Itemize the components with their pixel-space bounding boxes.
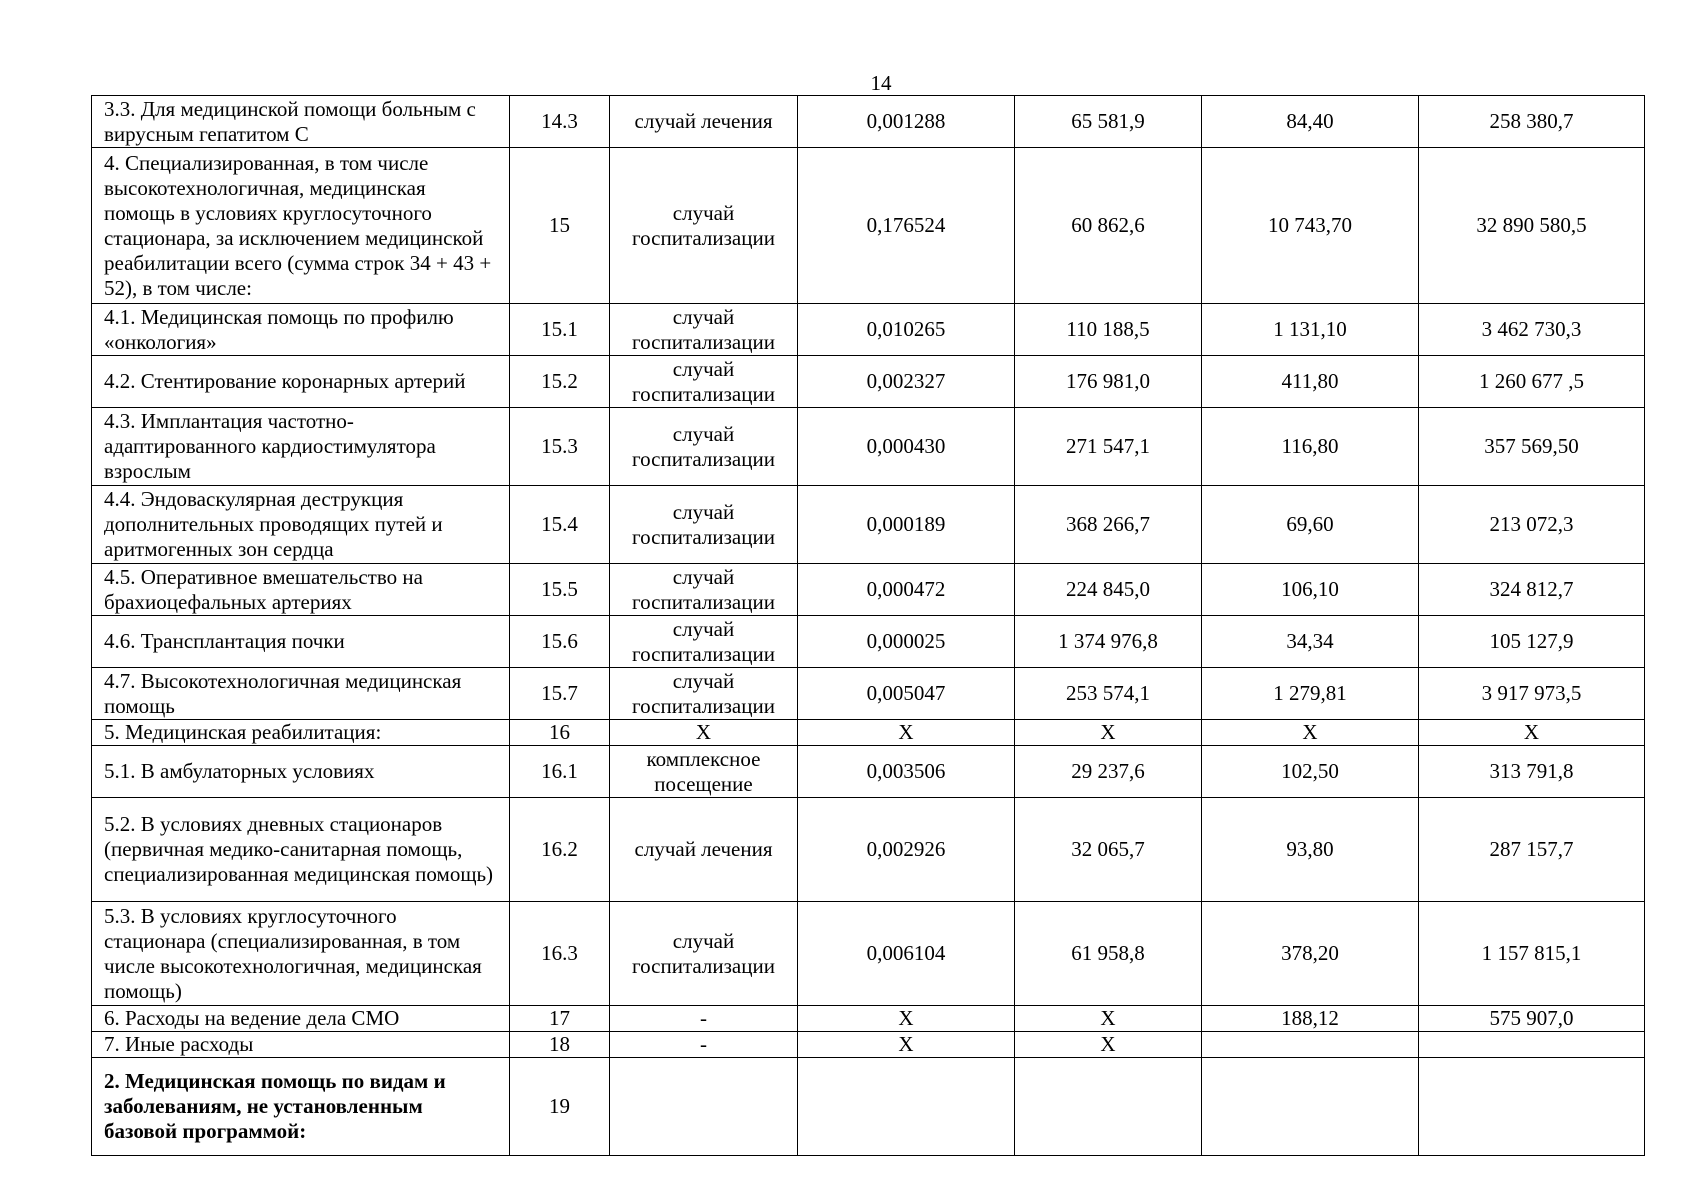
row-per-capita: 411,80 [1202,356,1419,408]
row-norm: 0,005047 [798,668,1015,720]
row-norm: 0,001288 [798,96,1015,148]
row-name: 4.5. Оперативное вмешательство на брахиоцефальных артериях [92,564,510,616]
table-row [92,564,1645,616]
row-norm: 0,000025 [798,616,1015,668]
row-norm: Х [798,1006,1015,1032]
row-unit: случай госпитализации [610,902,798,1006]
row-per-capita: 93,80 [1202,798,1419,902]
row-name: 5. Медицинская реабилитация: [92,720,510,746]
row-total [1419,1032,1645,1058]
table-row [92,1032,1645,1058]
row-cost [1015,1058,1202,1156]
row-per-capita: Х [1202,720,1419,746]
row-cost: Х [1015,1032,1202,1058]
table-row [92,1006,1645,1032]
row-total: 357 569,50 [1419,408,1645,486]
row-name: 5.2. В условиях дневных стационаров (первичная медико-санитарная помощь, специализированная медицинская помощь) [92,798,510,902]
page-number: 14 [870,71,892,95]
row-cost: 32 065,7 [1015,798,1202,902]
row-per-capita: 116,80 [1202,408,1419,486]
row-name: 5.3. В условиях круглосуточного стационара (специализированная, в том числе высокотехнологичная, медицинская помощь) [92,902,510,1006]
row-cost: 253 574,1 [1015,668,1202,720]
row-line-number: 15.1 [510,304,610,356]
row-total: 1 260 677 ,5 [1419,356,1645,408]
row-per-capita: 34,34 [1202,616,1419,668]
table-row [92,720,1645,746]
data-table [91,95,1645,1156]
row-norm: Х [798,1032,1015,1058]
row-per-capita: 188,12 [1202,1006,1419,1032]
row-per-capita: 102,50 [1202,746,1419,798]
row-total [1419,1058,1645,1156]
row-unit: случай госпитализации [610,616,798,668]
row-name: 5.1. В амбулаторных условиях [92,746,510,798]
row-total: 575 907,0 [1419,1006,1645,1032]
row-line-number: 16 [510,720,610,746]
row-unit: случай госпитализации [610,408,798,486]
row-total: 313 791,8 [1419,746,1645,798]
table-row [92,148,1645,304]
row-total: 3 917 973,5 [1419,668,1645,720]
row-name: 4. Специализированная, в том числе высокотехнологичная, медицинская помощь в условиях круглосуточного стационара, за исключением медицинской реабилитации всего (сумма строк 34 + 43 + 52), в том числе: [92,148,510,304]
table-row [92,668,1645,720]
row-unit: случай госпитализации [610,486,798,564]
row-norm: Х [798,720,1015,746]
row-line-number: 15.6 [510,616,610,668]
table-row [92,408,1645,486]
row-unit: случай госпитализации [610,668,798,720]
row-per-capita: 106,10 [1202,564,1419,616]
row-unit: случай госпитализации [610,148,798,304]
row-unit: случай госпитализации [610,304,798,356]
row-total: 287 157,7 [1419,798,1645,902]
table-row [92,616,1645,668]
row-line-number: 15.2 [510,356,610,408]
row-total: 324 812,7 [1419,564,1645,616]
row-per-capita: 1 279,81 [1202,668,1419,720]
row-line-number: 14.3 [510,96,610,148]
row-per-capita [1202,1032,1419,1058]
row-name: 6. Расходы на ведение дела СМО [92,1006,510,1032]
row-line-number: 15.7 [510,668,610,720]
row-cost: Х [1015,1006,1202,1032]
table-row [92,356,1645,408]
row-unit: Х [610,720,798,746]
row-cost: 61 958,8 [1015,902,1202,1006]
row-cost: 176 981,0 [1015,356,1202,408]
row-unit: - [610,1006,798,1032]
row-total: 105 127,9 [1419,616,1645,668]
row-line-number: 17 [510,1006,610,1032]
row-line-number: 16.3 [510,902,610,1006]
row-per-capita: 1 131,10 [1202,304,1419,356]
row-line-number: 15.3 [510,408,610,486]
row-cost: 224 845,0 [1015,564,1202,616]
row-total: 1 157 815,1 [1419,902,1645,1006]
row-per-capita [1202,1058,1419,1156]
row-line-number: 15.5 [510,564,610,616]
row-line-number: 16.1 [510,746,610,798]
row-unit: - [610,1032,798,1058]
table-row [92,96,1645,148]
row-norm: 0,003506 [798,746,1015,798]
row-line-number: 19 [510,1058,610,1156]
row-cost: Х [1015,720,1202,746]
row-unit: случай госпитализации [610,356,798,408]
row-cost: 29 237,6 [1015,746,1202,798]
row-name: 4.4. Эндоваскулярная деструкция дополнительных проводящих путей и аритмогенных зон сердца [92,486,510,564]
row-per-capita: 84,40 [1202,96,1419,148]
row-per-capita: 69,60 [1202,486,1419,564]
row-name: 4.6. Трансплантация почки [92,616,510,668]
row-norm: 0,000189 [798,486,1015,564]
table-row [92,1058,1645,1156]
row-per-capita: 10 743,70 [1202,148,1419,304]
row-norm: 0,000430 [798,408,1015,486]
row-line-number: 18 [510,1032,610,1058]
row-total: 3 462 730,3 [1419,304,1645,356]
row-total: 258 380,7 [1419,96,1645,148]
row-cost: 1 374 976,8 [1015,616,1202,668]
row-norm: 0,002327 [798,356,1015,408]
table-row [92,746,1645,798]
row-cost: 110 188,5 [1015,304,1202,356]
row-unit [610,1058,798,1156]
row-cost: 65 581,9 [1015,96,1202,148]
row-name: 4.2. Стентирование коронарных артерий [92,356,510,408]
row-norm: 0,002926 [798,798,1015,902]
row-per-capita: 378,20 [1202,902,1419,1006]
row-norm: 0,006104 [798,902,1015,1006]
row-name: 3.3. Для медицинской помощи больным с вирусным гепатитом С [92,96,510,148]
row-line-number: 15 [510,148,610,304]
row-name: 4.7. Высокотехнологичная медицинская помощь [92,668,510,720]
table-row [92,798,1645,902]
row-name: 2. Медицинская помощь по видам и заболеваниям, не установленным базовой программой: [92,1058,510,1156]
row-name: 7. Иные расходы [92,1032,510,1058]
table-row [92,304,1645,356]
row-total: 213 072,3 [1419,486,1645,564]
row-name: 4.1. Медицинская помощь по профилю «онкология» [92,304,510,356]
row-unit: случай лечения [610,96,798,148]
row-unit: случай госпитализации [610,564,798,616]
table-row [92,902,1645,1006]
row-norm: 0,000472 [798,564,1015,616]
row-total: Х [1419,720,1645,746]
row-cost: 60 862,6 [1015,148,1202,304]
row-norm: 0,176524 [798,148,1015,304]
row-name: 4.3. Имплантация частотно-адаптированного кардиостимулятора взрослым [92,408,510,486]
row-cost: 271 547,1 [1015,408,1202,486]
row-total: 32 890 580,5 [1419,148,1645,304]
row-unit: случай лечения [610,798,798,902]
row-unit: комплексное посещение [610,746,798,798]
row-cost: 368 266,7 [1015,486,1202,564]
row-line-number: 16.2 [510,798,610,902]
row-norm: 0,010265 [798,304,1015,356]
row-line-number: 15.4 [510,486,610,564]
row-norm [798,1058,1015,1156]
table-row [92,486,1645,564]
